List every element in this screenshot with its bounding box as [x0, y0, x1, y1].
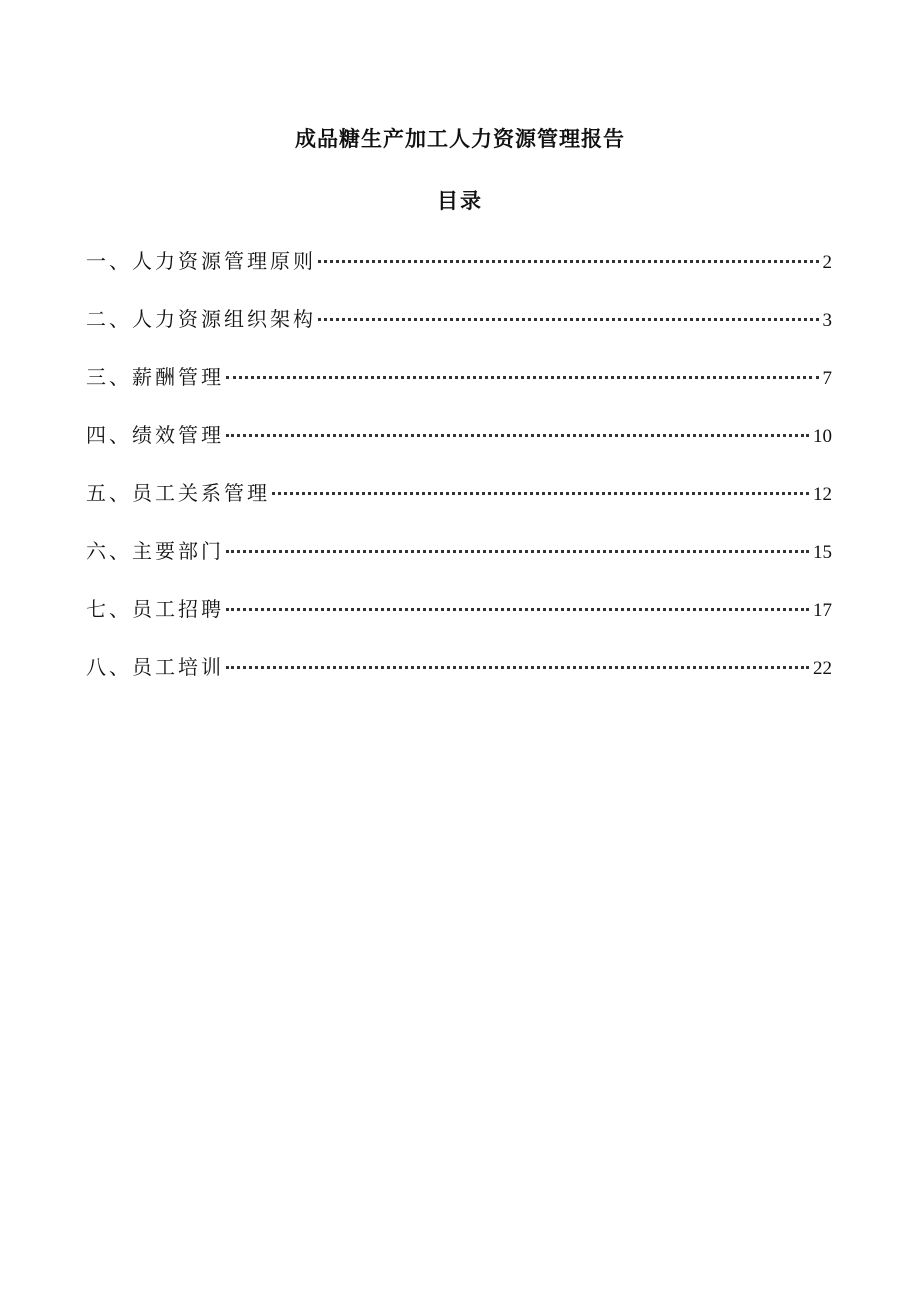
toc-entry[interactable] — [86, 478, 832, 536]
table-of-contents — [86, 246, 832, 710]
toc-entry[interactable] — [86, 420, 832, 478]
dot-leader — [272, 492, 809, 495]
dot-leader — [226, 666, 809, 669]
toc-entry-label: 四、绩效管理 — [86, 423, 224, 447]
toc-entry-page: 3 — [822, 310, 832, 331]
toc-entry-label: 八、员工培训 — [86, 655, 224, 679]
toc-entry[interactable] — [86, 652, 832, 710]
toc-entry-page: 15 — [813, 542, 832, 563]
toc-heading: 目录 — [437, 189, 483, 213]
dot-leader — [226, 434, 809, 437]
toc-entry-label: 二、人力资源组织架构 — [86, 307, 316, 331]
dot-leader — [318, 260, 819, 263]
toc-entry-label: 五、员工关系管理 — [86, 481, 270, 505]
toc-entry[interactable] — [86, 362, 832, 420]
dot-leader — [226, 550, 809, 553]
toc-entry[interactable] — [86, 536, 832, 594]
dot-leader — [226, 376, 819, 379]
toc-entry-page: 17 — [813, 600, 832, 621]
toc-entry-label: 七、员工招聘 — [86, 597, 224, 621]
dot-leader — [318, 318, 819, 321]
toc-entry-page: 22 — [813, 658, 832, 679]
toc-entry-page: 10 — [813, 426, 832, 447]
toc-entry-label: 三、薪酬管理 — [86, 365, 224, 389]
document-title: 成品糖生产加工人力资源管理报告 — [295, 127, 625, 151]
toc-entry-label: 一、人力资源管理原则 — [86, 249, 316, 273]
dot-leader — [226, 608, 809, 611]
toc-entry-page: 12 — [813, 484, 832, 505]
toc-entry-page: 7 — [822, 368, 832, 389]
toc-entry[interactable] — [86, 246, 832, 304]
toc-entry-label: 六、主要部门 — [86, 539, 224, 563]
toc-entry-page: 2 — [822, 252, 832, 273]
toc-entry[interactable] — [86, 304, 832, 362]
toc-entry[interactable] — [86, 594, 832, 652]
